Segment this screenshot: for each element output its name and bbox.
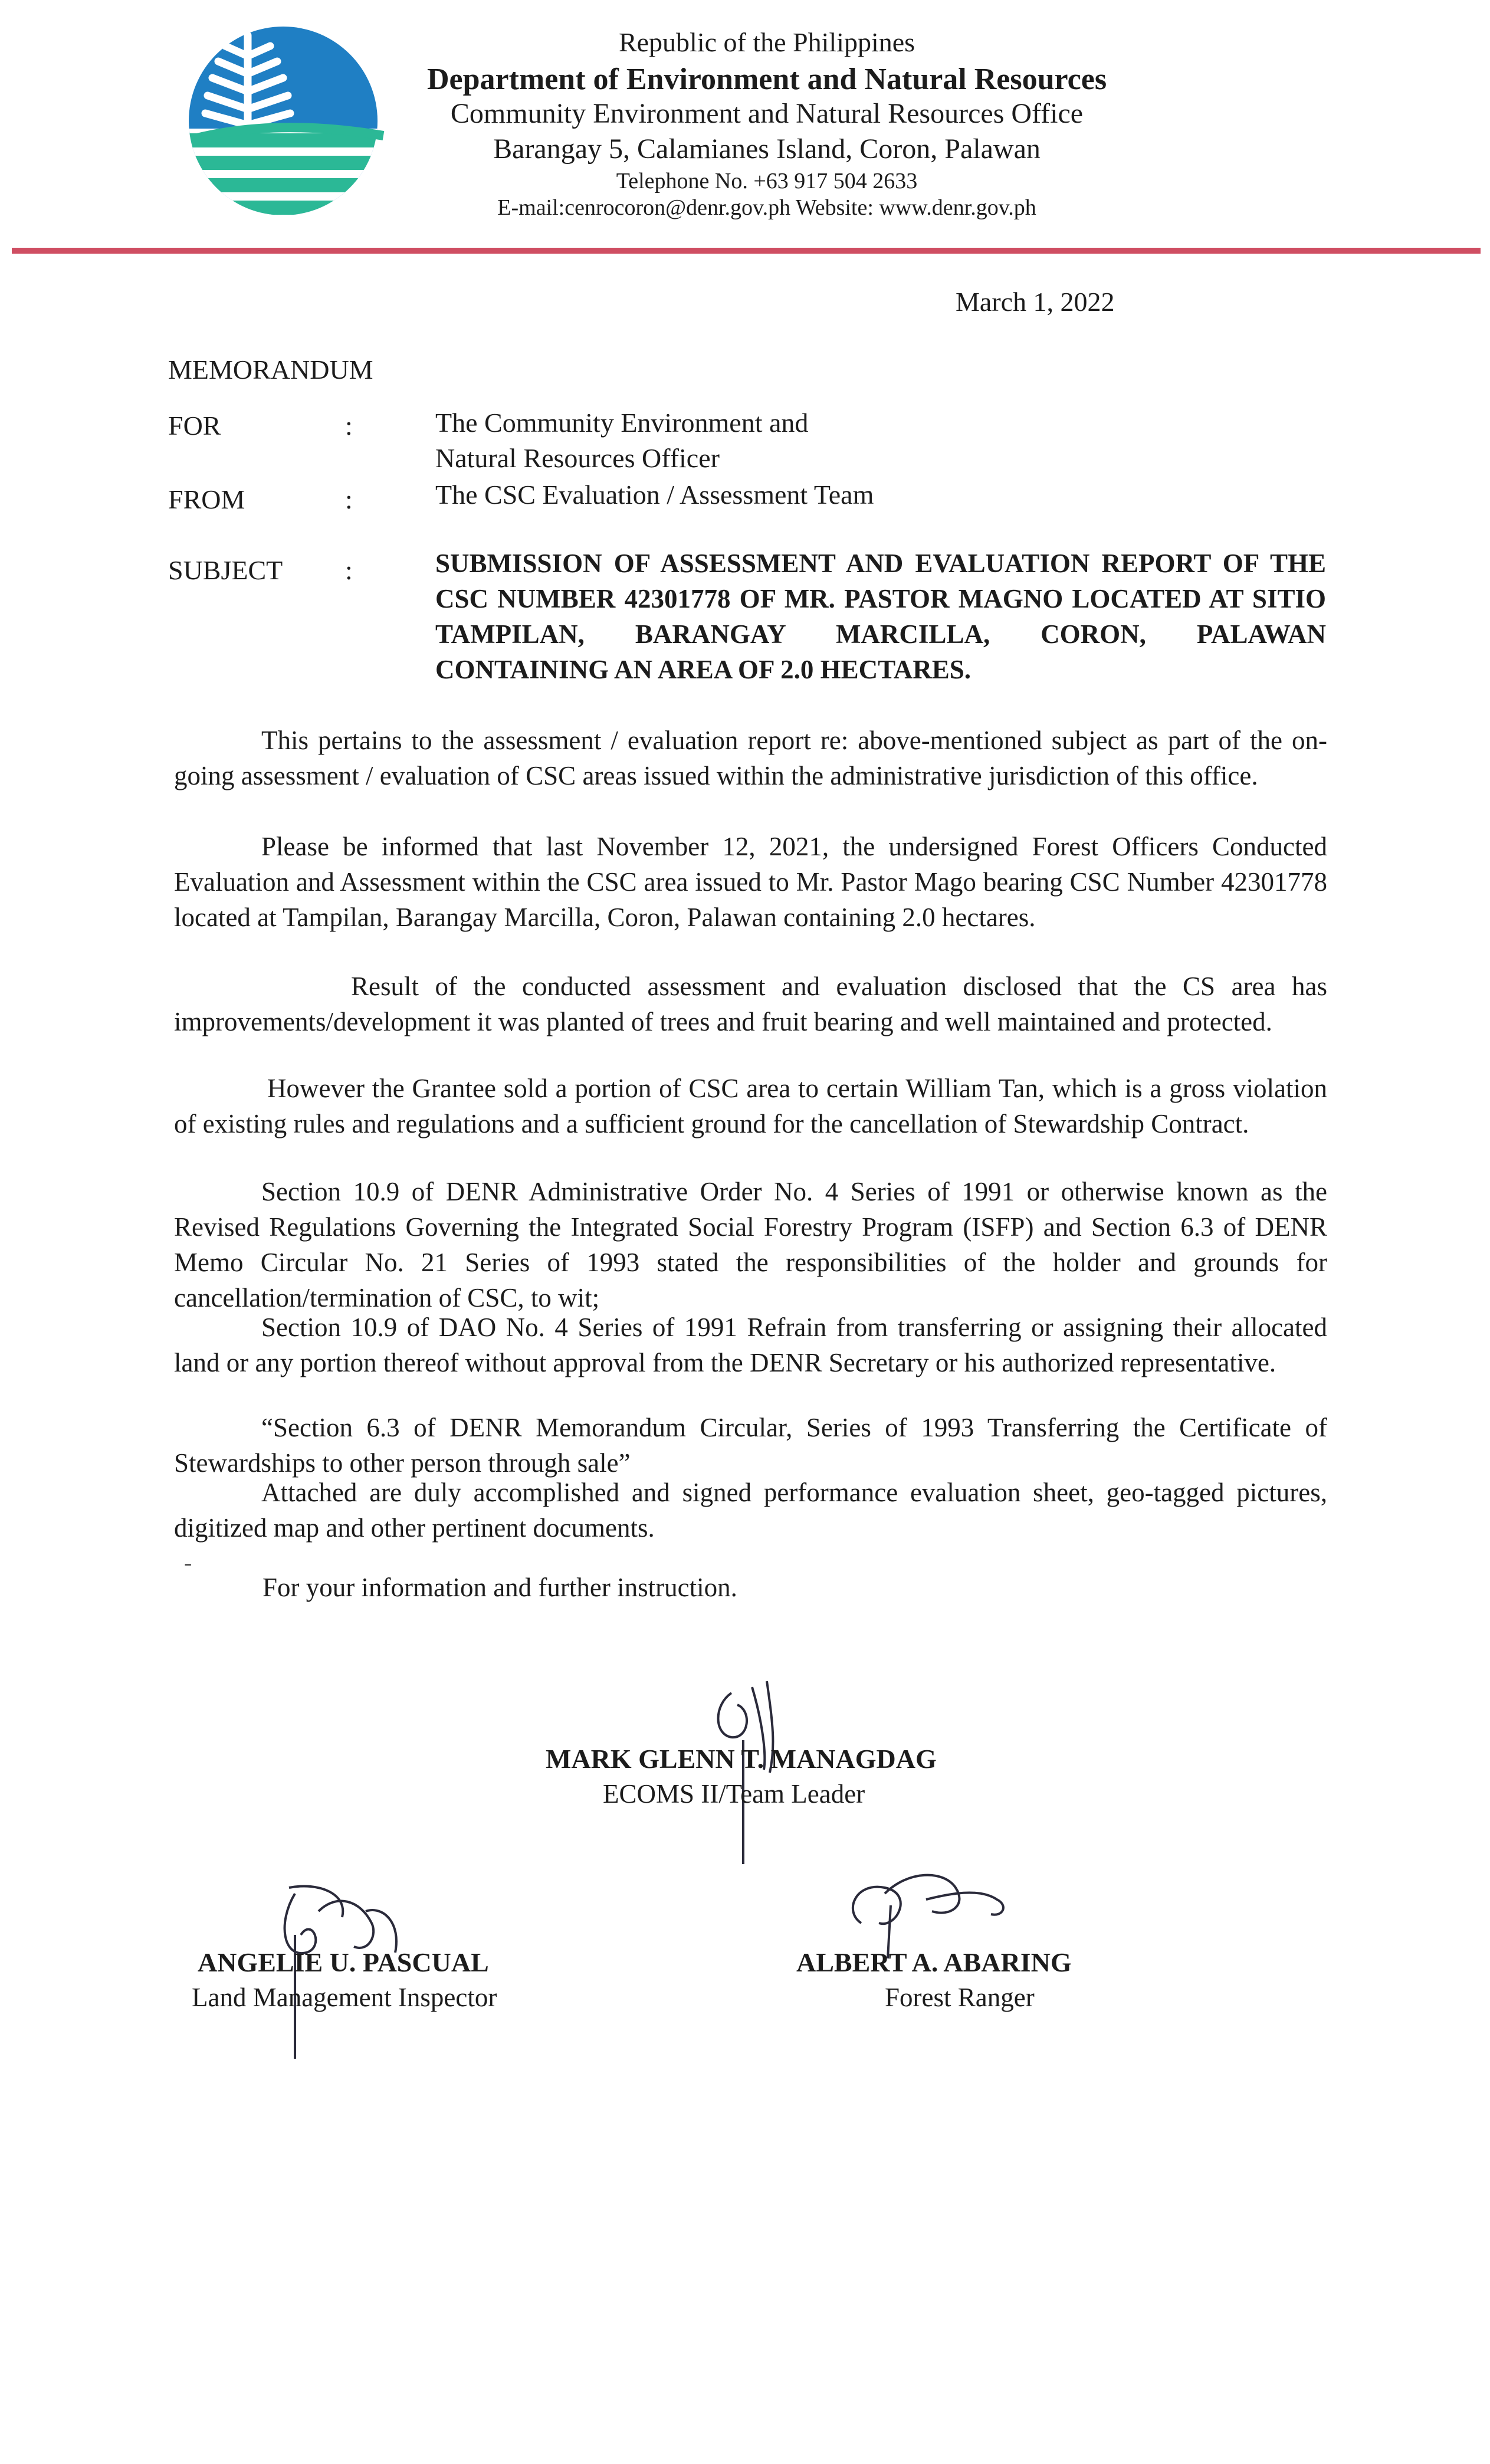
subject-text: SUBMISSION OF ASSESSMENT AND EVALUATION REPORT OF THE CSC NUMBER 42301778 OF MR. PASTOR MAGNO LOCATED AT SITIO TAMPILAN, BARANGAY MARCILLA, CORON, PALAWAN CONTAINING AN AREA OF 2.0 HECTARES. [435, 549, 1326, 684]
letterhead-address: Barangay 5, Calamianes Island, Coron, Palawan [493, 133, 1041, 165]
signatory-3-name: ALBERT A. ABARING [796, 1947, 1072, 1977]
from-colon: : [345, 484, 353, 514]
subject-colon: : [345, 555, 353, 585]
closing-line: For your information and further instruction. [262, 1573, 737, 1602]
body-paragraph-7: “Section 6.3 of DENR Memorandum Circular, Series of 1993 Transferring the Certificate of Stewardships to other person through sale” [174, 1413, 1327, 1478]
body-paragraph-1: This pertains to the assessment / evaluation report re: above-mentioned subject as part of the on-going assessment / evaluation of CSC areas issued within the administrative jurisdiction of this office. [174, 726, 1327, 790]
signatory-2-title: Land Management Inspector [192, 1983, 497, 2012]
letterhead-republic: Republic of the Philippines [618, 27, 915, 57]
signatory-2-name: ANGELIE U. PASCUAL [198, 1947, 489, 1977]
body-paragraph-4: However the Grantee sold a portion of CSC area to certain William Tan, which is a gross violation of existing rules and regulations and a sufficient ground for the cancellation of Stewardship Contract. [174, 1074, 1327, 1139]
letterhead-office: Community Environment and Natural Resources Office [450, 98, 1084, 129]
letterhead-telephone: Telephone No. +63 917 504 2633 [616, 169, 918, 193]
body-paragraph-3: Result of the conducted assessment and evaluation disclosed that the CS area has improvements/development it was planted of trees and fruit bearing and well maintained and protected. [174, 972, 1327, 1036]
body-paragraph-6: Section 10.9 of DAO No. 4 Series of 1991 Refrain from transferring or assigning their allocated land or any portion thereof without approval from the DENR Secretary or his authorized representative. [174, 1313, 1327, 1377]
signatory-3-title: Forest Ranger [885, 1983, 1035, 2012]
from-label: FROM [168, 484, 245, 514]
letterhead-divider [12, 248, 1481, 254]
memo-date: March 1, 2022 [956, 287, 1115, 317]
signatory-1-name: MARK GLENN T. MANAGDAG [546, 1744, 937, 1774]
signatory-1-title: ECOMS II/Team Leader [603, 1779, 865, 1809]
for-colon: : [345, 411, 353, 441]
signature-managdag [696, 1669, 802, 1882]
memo-heading: MEMORANDUM [168, 355, 373, 385]
for-value-line1: The Community Environment and [435, 408, 809, 438]
subject-label: SUBJECT [168, 555, 283, 585]
body-paragraph-8: Attached are duly accomplished and signed performance evaluation sheet, geo-tagged pictures, digitized map and other pertinent documents. [174, 1478, 1327, 1543]
for-label: FOR [168, 411, 221, 441]
letterhead-contact: E-mail:cenrocoron@denr.gov.ph Website: www.denr.gov.ph [497, 195, 1036, 220]
body-paragraph-2: Please be informed that last November 12, 2021, the undersigned Forest Officers Conducted Evaluation and Assessment within the CSC area issued to Mr. Pastor Mago bearing CSC Number 42301778 located at Tampilan, Barangay Marcilla, Coron, Palawan containing 2.0 hectares. [174, 832, 1327, 932]
body-paragraph-5: Section 10.9 of DENR Administrative Order No. 4 Series of 1991 or otherwise known as the Revised Regulations Governing the Integrated Social Forestry Program (ISFP) and Section 6.3 of DENR Memo Circular No. 21 Series of 1993 stated the responsibilities of the holder and grounds for cancellation/termination of CSC, to wit; [174, 1177, 1327, 1313]
letterhead-department: Department of Environment and Natural Resources [426, 63, 1107, 96]
stray-dash: - [184, 1549, 192, 1576]
from-value: The CSC Evaluation / Assessment Team [435, 480, 874, 510]
for-value-line2: Natural Resources Officer [435, 443, 720, 473]
